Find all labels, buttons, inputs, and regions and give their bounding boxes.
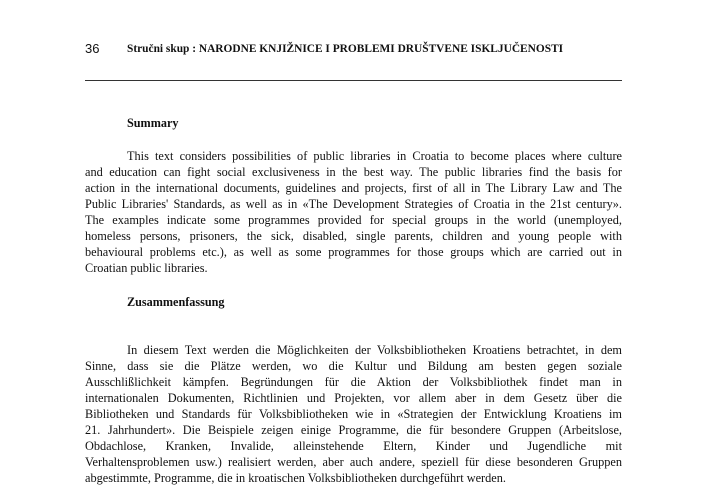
- page-number: 36: [85, 41, 100, 56]
- header-divider: [85, 80, 622, 81]
- zusammenfassung-line: Ausschlißlichkeit kämpfen. Begründungen für die Aktion der Volksbibliothek findet man in: [85, 375, 622, 389]
- zusammenfassung-line: abgestimmte, Programme, die in kroatischen Volksbibliotheken durchgeführt werden.: [85, 471, 506, 485]
- zusammenfassung-line: 21. Jahrhundert». Die Beispiele zeigen einige Programme, die für besondere Gruppen (Arbeitslose,: [85, 423, 622, 437]
- zusammenfassung-line: internationalen Dokumenten, Richtlinien und Projekten, vor allem aber in dem Gesetz über die: [85, 391, 622, 405]
- summary-line: behavioural problems etc.), as well as some programmes for those groups which are carried out in: [85, 245, 622, 259]
- summary-line: Croatian public libraries.: [85, 261, 208, 275]
- summary-line: Public Libraries' Standards, as well as in «The Development Strategies of Croatia in the 21st century».: [85, 197, 622, 211]
- summary-line: This text considers possibilities of public libraries in Croatia to become places where culture: [127, 149, 622, 163]
- zusammenfassung-line: Verhaltensproblemen usw.) realisiert werden, aber auch andere, speziell für diese besonderen Gruppen: [85, 455, 622, 469]
- summary-heading: Summary: [127, 116, 179, 130]
- zusammenfassung-line: Bibliotheken und Standards für Volksbibliotheken wie in «Strategien der Entwicklung Kroatiens im: [85, 407, 622, 421]
- zusammenfassung-paragraph: [85, 342, 622, 486]
- zusammenfassung-line: In diesem Text werden die Möglichkeiten der Volksbibliotheken Kroatiens betrachtet, in dem: [127, 343, 622, 357]
- running-title: Stručni skup : NARODNE KNJIŽNICE I PROBLEMI DRUŠTVENE ISKLJUČENOSTI: [127, 43, 564, 55]
- page-header: [85, 40, 625, 60]
- zusammenfassung-line: Obdachlose, Kranken, Invalide, alleinstehende Eltern, Kinder und Jugendliche mit: [85, 439, 622, 453]
- summary-line: The examples indicate some programmes provided for special groups in the world (unemployed,: [85, 213, 622, 227]
- summary-line: and education can fight social exclusiveness in the best way. The public libraries find the basis for: [85, 165, 622, 179]
- summary-paragraph: [85, 148, 622, 276]
- summary-line: homeless persons, prisoners, the sick, disabled, single parents, children and young people with: [85, 229, 622, 243]
- zusammenfassung-line: Sinne, dass sie die Plätze werden, wo die Kultur und Bildung am besten gegen soziale: [85, 359, 622, 373]
- zusammenfassung-heading: Zusammenfassung: [127, 295, 225, 309]
- summary-line: action in the international documents, guidelines and projects, first of all in The Library Law and The: [85, 181, 622, 195]
